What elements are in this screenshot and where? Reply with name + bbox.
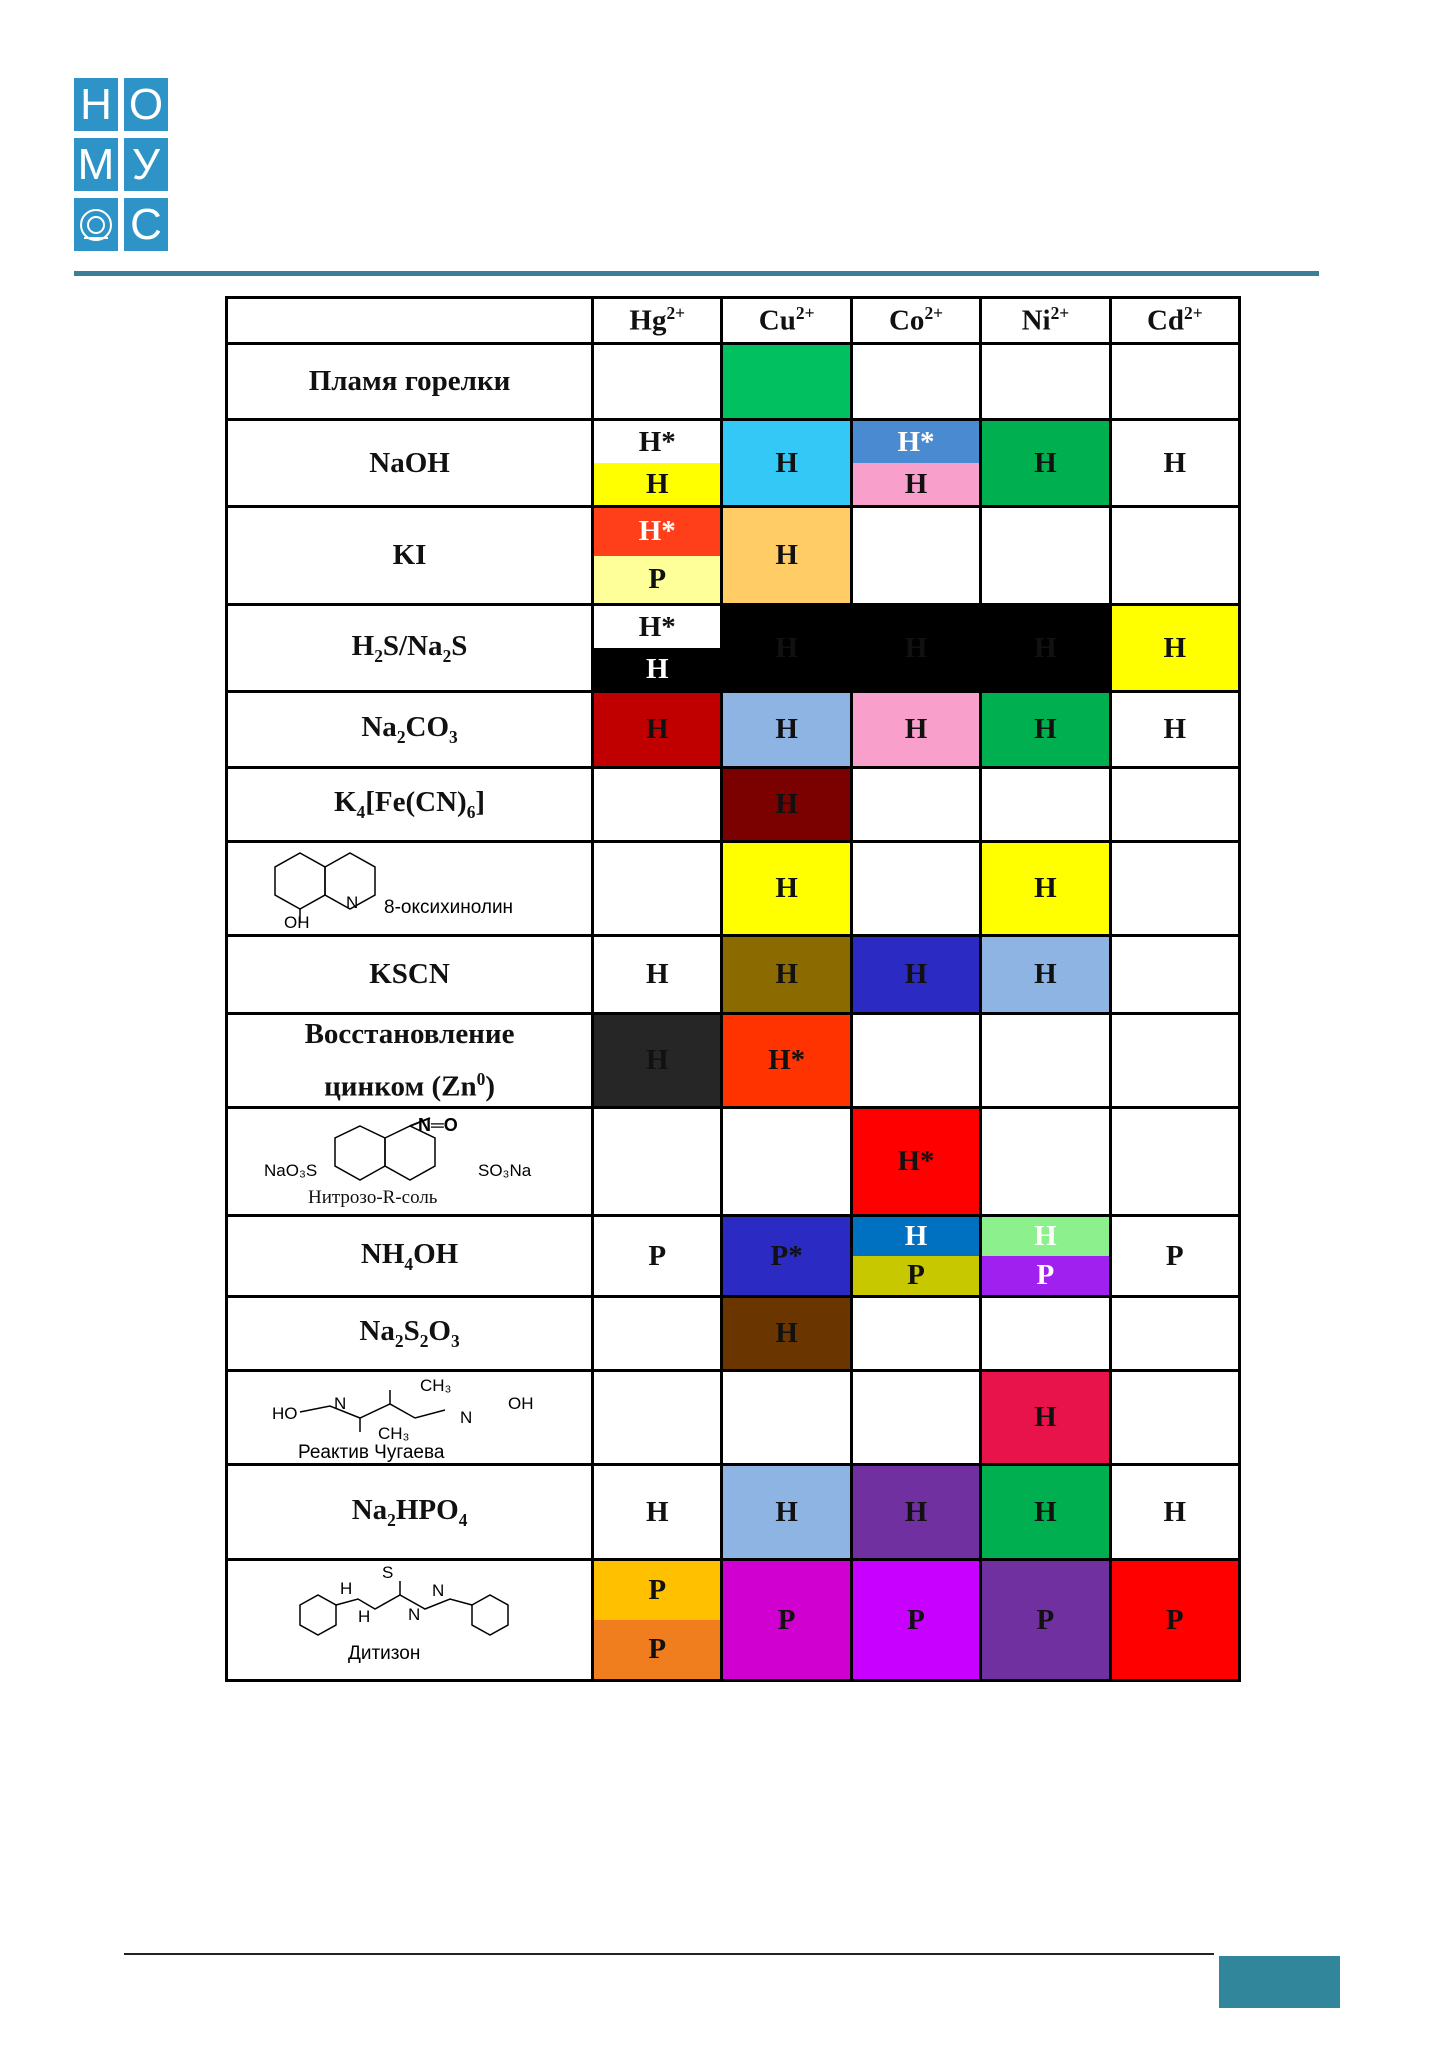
oxine-oh-label: OH xyxy=(284,913,310,932)
cell-part: Н* xyxy=(594,508,720,556)
table-cell: Н xyxy=(851,1465,980,1560)
table-cell xyxy=(1110,842,1239,936)
nitroso-name: Нитрозо-R-соль xyxy=(308,1187,438,1208)
chugaev-ch3-top: CH₃ xyxy=(420,1376,452,1395)
cell-part: Н xyxy=(594,463,720,505)
logo xyxy=(74,78,170,252)
table-cell: Н xyxy=(722,768,851,842)
table-cell xyxy=(981,1014,1110,1108)
dithizone-n2: N xyxy=(432,1581,445,1600)
table-row xyxy=(227,344,1240,420)
cell-part: Р xyxy=(594,556,720,604)
table-cell: Р xyxy=(593,1216,722,1297)
table-cell xyxy=(722,1371,851,1465)
table-row xyxy=(227,692,1240,768)
header-cu: $Cu^{2+}$ xyxy=(722,298,851,344)
table-cell xyxy=(593,1297,722,1371)
table-cell: Н* xyxy=(851,1108,980,1216)
table-cell: Р xyxy=(1110,1560,1239,1681)
logo-emblem-icon xyxy=(74,198,118,251)
table-cell xyxy=(593,1108,722,1216)
table-cell xyxy=(851,420,980,507)
cell-part: Н xyxy=(853,463,979,505)
table-row xyxy=(227,1560,1240,1681)
cell-part: Н xyxy=(594,648,720,690)
logo-letter: О xyxy=(124,78,168,131)
zinc-line2: цинком (Zn$^0$) xyxy=(324,1068,495,1103)
table-cell xyxy=(1110,1014,1239,1108)
table-cell: Н xyxy=(722,1465,851,1560)
row-label-na2co3: $Na_2CO_3$ xyxy=(227,692,593,768)
row-label-ki: KI xyxy=(227,507,593,605)
nitroso-top-label: N═O xyxy=(418,1115,458,1135)
header-cd: $Cd^{2+}$ xyxy=(1110,298,1239,344)
cell-part: Р xyxy=(594,1620,720,1679)
table-cell: Н xyxy=(593,1014,722,1108)
cell-part: Р xyxy=(853,1256,979,1295)
chugaev-oh: OH xyxy=(508,1394,534,1413)
dithizone-h1: H xyxy=(340,1579,353,1598)
nitroso-right-label: SO₃Na xyxy=(478,1161,532,1180)
table-cell xyxy=(851,507,980,605)
table-cell: Н xyxy=(593,1465,722,1560)
table-cell: Н xyxy=(722,420,851,507)
table-cell xyxy=(1110,507,1239,605)
header-ni: $Ni^{2+}$ xyxy=(981,298,1110,344)
table-cell: Н* xyxy=(722,1014,851,1108)
chugaev-ch3-bottom: CH₃ xyxy=(378,1424,410,1443)
footer-divider xyxy=(124,1953,1214,1955)
table-row xyxy=(227,1297,1240,1371)
table-cell xyxy=(981,768,1110,842)
row-label-dithizone xyxy=(227,1560,593,1681)
table-cell xyxy=(593,842,722,936)
table-cell: Н xyxy=(593,936,722,1014)
table-row xyxy=(227,605,1240,692)
table-row xyxy=(227,1108,1240,1216)
table-cell xyxy=(851,1216,980,1297)
cell-part: Р xyxy=(594,1561,720,1620)
table-cell xyxy=(851,1371,980,1465)
oxine-n-label: N xyxy=(346,893,359,912)
table-row xyxy=(227,768,1240,842)
table-cell xyxy=(593,420,722,507)
table-cell xyxy=(593,1371,722,1465)
table-row xyxy=(227,1014,1240,1108)
row-label-chugaev xyxy=(227,1371,593,1465)
table-header-row xyxy=(227,298,1240,344)
page-number-tab xyxy=(1219,1956,1340,2008)
table-cell: Н xyxy=(1110,420,1239,507)
table-cell xyxy=(981,1108,1110,1216)
table-cell: Р xyxy=(1110,1216,1239,1297)
row-label-h2s: $H_2S/Na_2S$ xyxy=(227,605,593,692)
table-cell: Н xyxy=(981,936,1110,1014)
dithizone-n1: N xyxy=(408,1605,421,1624)
header-divider xyxy=(74,271,1319,276)
table-cell xyxy=(981,507,1110,605)
table-cell xyxy=(722,1108,851,1216)
header-hg: $Hg^{2+}$ xyxy=(593,298,722,344)
table-cell: Н xyxy=(981,842,1110,936)
table-cell xyxy=(593,768,722,842)
table-cell xyxy=(851,344,980,420)
row-label-k4fecn6: $K_4[Fe(CN)_6]$ xyxy=(227,768,593,842)
table-cell: Н xyxy=(593,692,722,768)
table-cell xyxy=(1110,936,1239,1014)
header-empty xyxy=(227,298,593,344)
table-cell: Н xyxy=(1110,692,1239,768)
table-cell: Н xyxy=(722,605,851,692)
table-cell xyxy=(851,768,980,842)
table-cell xyxy=(851,842,980,936)
table-cell xyxy=(981,344,1110,420)
table-cell: Н xyxy=(722,936,851,1014)
chugaev-n1: N xyxy=(334,1394,347,1413)
row-label-zinc xyxy=(227,1014,593,1108)
table-cell xyxy=(593,605,722,692)
logo-letter: У xyxy=(124,138,168,191)
table-row xyxy=(227,842,1240,936)
table-cell: Р xyxy=(981,1560,1110,1681)
table-row xyxy=(227,1465,1240,1560)
table-cell: Н xyxy=(722,692,851,768)
chugaev-ho: HO xyxy=(272,1404,298,1423)
row-label-kscn: KSCN xyxy=(227,936,593,1014)
dithizone-h2: H xyxy=(358,1607,371,1626)
row-label-nh4oh: $NH_4OH$ xyxy=(227,1216,593,1297)
zinc-line1: Восстановление xyxy=(304,1017,515,1050)
table-cell xyxy=(981,1216,1110,1297)
logo-letter: С xyxy=(124,198,168,251)
logo-letter: М xyxy=(74,138,118,191)
table-cell xyxy=(1110,1297,1239,1371)
table-cell xyxy=(851,1014,980,1108)
chugaev-name: Реактив Чугаева xyxy=(298,1442,445,1463)
emblem-icon xyxy=(74,198,118,251)
table-cell xyxy=(1110,1371,1239,1465)
cell-part: Н xyxy=(982,1217,1108,1256)
dithizone-name: Дитизон xyxy=(348,1643,421,1664)
table-cell: Н xyxy=(851,936,980,1014)
table-cell: Н xyxy=(981,605,1110,692)
header-co: $Co^{2+}$ xyxy=(851,298,980,344)
row-label-naoh: NaOH xyxy=(227,420,593,507)
table-cell xyxy=(981,1297,1110,1371)
row-label-thiosulfate: $Na_2S_2O_3$ xyxy=(227,1297,593,1371)
table-cell: Н xyxy=(1110,605,1239,692)
chugaev-n2: N xyxy=(460,1408,473,1427)
table-cell: Р xyxy=(722,1560,851,1681)
table-cell: Н xyxy=(981,692,1110,768)
table-row xyxy=(227,420,1240,507)
row-label-flame: Пламя горелки xyxy=(227,344,593,420)
row-label-oxine xyxy=(227,842,593,936)
table-cell: Н xyxy=(981,420,1110,507)
table-cell xyxy=(1110,768,1239,842)
table-cell xyxy=(593,507,722,605)
table-cell: Н xyxy=(851,605,980,692)
table-cell: Н xyxy=(981,1465,1110,1560)
table-cell xyxy=(593,344,722,420)
table-cell xyxy=(722,344,851,420)
table-cell: Р* xyxy=(722,1216,851,1297)
table-cell xyxy=(1110,1108,1239,1216)
table-cell xyxy=(1110,344,1239,420)
table-row xyxy=(227,1216,1240,1297)
oxine-name: 8-оксихинолин xyxy=(384,897,514,918)
nitroso-left-label: NaO₃S xyxy=(264,1161,318,1180)
table-cell: Н xyxy=(851,692,980,768)
reaction-table xyxy=(225,296,1241,1682)
cell-part: Н* xyxy=(853,421,979,463)
table-cell: Н xyxy=(981,1371,1110,1465)
cell-part: Н* xyxy=(638,610,676,643)
logo-letter: Н xyxy=(74,78,118,131)
table-cell xyxy=(851,1297,980,1371)
dithizone-s: S xyxy=(382,1563,394,1582)
table-cell xyxy=(593,1560,722,1681)
table-cell: Н xyxy=(1110,1465,1239,1560)
cell-part: Р xyxy=(982,1256,1108,1295)
table-cell: Н xyxy=(722,507,851,605)
table-cell: Р xyxy=(851,1560,980,1681)
cell-part: Н* xyxy=(638,425,676,458)
row-label-phosphate: $Na_2HPO_4$ xyxy=(227,1465,593,1560)
table-cell: Н xyxy=(722,842,851,936)
table-row xyxy=(227,936,1240,1014)
table-row xyxy=(227,507,1240,605)
row-label-nitroso xyxy=(227,1108,593,1216)
cell-part: Н xyxy=(853,1217,979,1256)
table-cell: Н xyxy=(722,1297,851,1371)
table-row xyxy=(227,1371,1240,1465)
